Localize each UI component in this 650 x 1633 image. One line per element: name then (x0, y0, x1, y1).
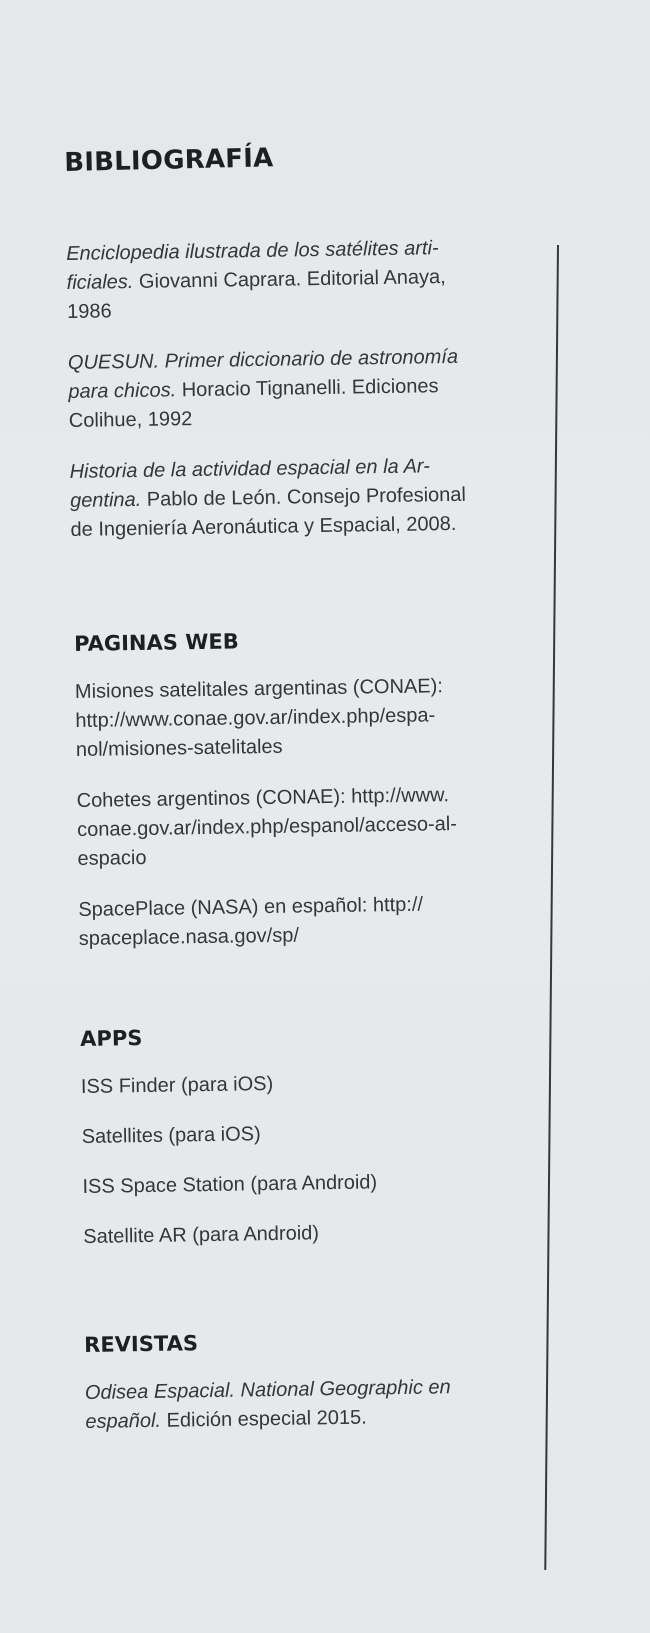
magazine-details: Edición especial 2015. (160, 1406, 367, 1432)
app-item: Satellites (para iOS) (81, 1123, 261, 1148)
book-entry (66, 233, 537, 327)
book-title: para chicos. (68, 379, 177, 403)
book-details: Pablo de León. Consejo Profesional (141, 483, 467, 511)
web-entry (78, 889, 549, 954)
web-entry-line: SpacePlace (NASA) en español: http:// (78, 893, 424, 921)
book-title: Enciclopedia ilustrada de los satélites arti- (66, 237, 439, 265)
book-details: Horacio Tignanelli. Ediciones (176, 375, 439, 402)
page-title: BIBLIOGRAFÍA (64, 143, 274, 178)
app-item: ISS Space Station (para Android) (82, 1171, 378, 1198)
magazines-section (84, 1326, 556, 1459)
web-entry (76, 780, 547, 874)
books-section (66, 233, 541, 567)
book-title: Historia de la actividad espacial en la Ar- (69, 455, 430, 483)
magazine-title: español. (85, 1409, 162, 1433)
magazine-entry (85, 1372, 556, 1437)
book-title: gentina. (69, 488, 142, 512)
web-entry-url: conae.gov.ar/index.php/espanol/acceso-al- (76, 813, 458, 841)
book-title: ficiales. (66, 270, 134, 294)
web-entry-url: spaceplace.nasa.gov/sp/ (78, 924, 300, 950)
book-details: de Ingeniería Aeronáutica y Espacial, 2008. (70, 512, 457, 541)
web-entry-url: nol/misiones-satelitales (75, 735, 283, 761)
book-entry (69, 451, 540, 545)
book-title: QUESUN. Primer diccionario de astronomía (67, 345, 459, 374)
web-entry-url: espacio (77, 846, 147, 870)
web-entry-line: Cohetes argentinos (CONAE): http://www. (76, 784, 450, 812)
web-entry-url: http://www.conae.gov.ar/index.php/espa- (75, 704, 436, 732)
app-item: Satellite AR (para Android) (83, 1222, 320, 1248)
app-item: ISS Finder (para iOS) (80, 1072, 274, 1098)
magazine-title: Odisea Espacial. National Geographic en (84, 1376, 451, 1404)
apps-section-heading: APPS (80, 1026, 143, 1051)
book-details: Colihue, 1992 (68, 408, 193, 432)
book-entry (68, 342, 539, 436)
magazines-section-heading: REVISTAS (84, 1331, 199, 1357)
web-entry-line: Misiones satelitales argentinas (CONAE): (74, 675, 443, 703)
book-details: 1986 (66, 300, 112, 323)
web-entry (75, 671, 546, 765)
book-details: Giovanni Caprara. Editorial Anaya, (133, 266, 446, 293)
web-pages-section (74, 625, 549, 976)
apps-section (80, 1020, 554, 1273)
web-section-heading: PAGINAS WEB (74, 629, 239, 656)
